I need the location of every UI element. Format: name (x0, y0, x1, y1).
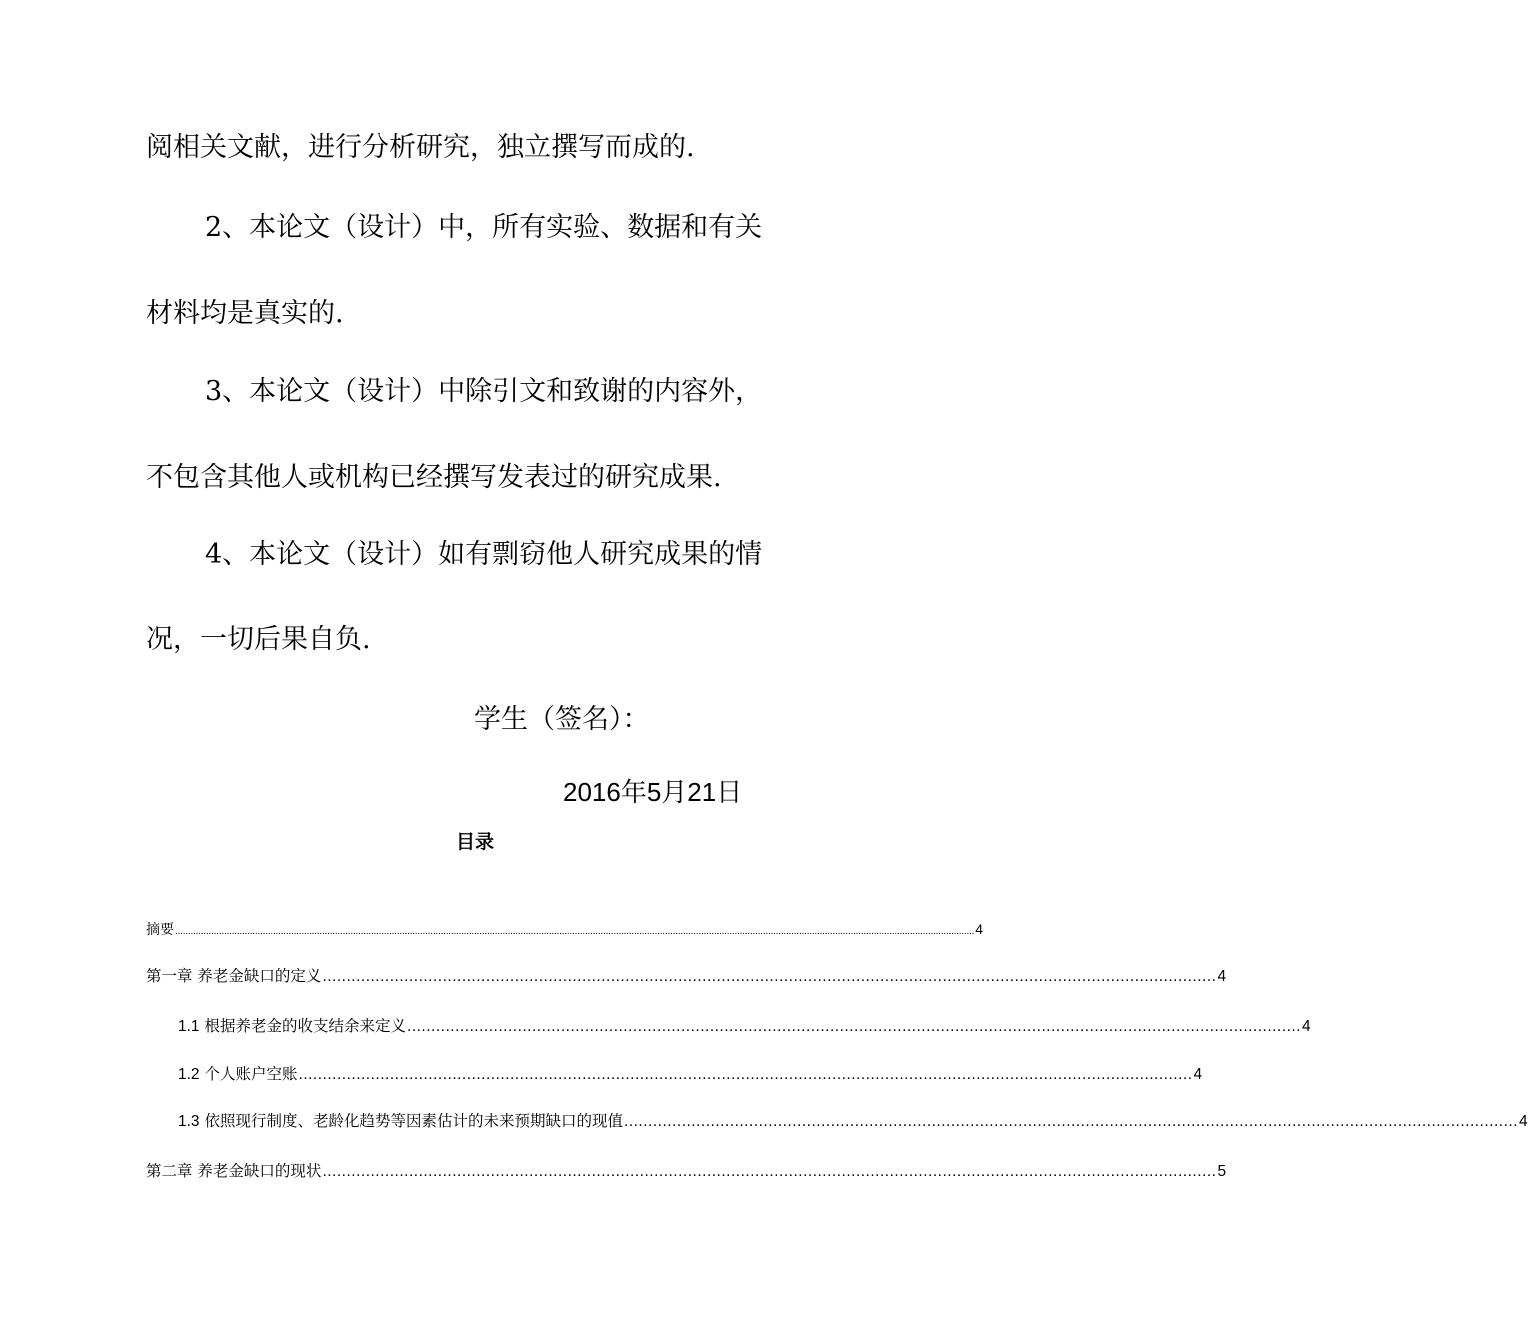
declaration-line: 材料均是真实的. (146, 298, 344, 329)
toc-entry-number: 1.1 (178, 1018, 200, 1035)
toc-title: 目录 (455, 831, 494, 853)
toc-entry-label: 第二章 养老金缺口的现状 (146, 1162, 322, 1180)
toc-entry-page: 4 (975, 921, 984, 937)
toc-leader-dots: .......................................................................................................................................................................................... (407, 1018, 1302, 1035)
toc-entry-1-2[interactable] (178, 1063, 1203, 1086)
toc-entry-chapter-2[interactable] (146, 1160, 1227, 1183)
toc-leader-dots: .......................................................................................................................................................................................... (298, 1066, 1193, 1083)
toc-entry-1-3[interactable] (178, 1110, 1528, 1133)
declaration-item-3: 3、本论文（设计）中除引文和致谢的内容外， (205, 376, 763, 407)
toc-leader-dots: .......................................................................................................................................................................................... (322, 968, 1217, 985)
declaration-item-2: 2、本论文（设计）中，所有实验、数据和有关 (205, 212, 763, 243)
toc-entry-text: 个人账户空账 (204, 1065, 298, 1083)
toc-entry-text: 依照现行制度、老龄化趋势等因素估计的未来预期缺口的现值 (204, 1112, 624, 1130)
toc-entry-label (178, 1110, 623, 1133)
toc-entry-page: 4 (1302, 1018, 1311, 1035)
toc-leader-dots: .......................................................................................................................................................................................... (624, 1113, 1519, 1130)
toc-entry-page: 5 (1217, 1163, 1227, 1180)
toc-entry-1-1[interactable] (178, 1015, 1311, 1038)
toc-leader-dots: .......................................................................................................................................................................................... (322, 1163, 1217, 1180)
signature-label: 学生（签名）： (474, 704, 650, 735)
toc-entry-number: 1.2 (178, 1066, 200, 1083)
toc-entry-label (178, 1063, 298, 1086)
signature-date: 2016年5月21日 (563, 777, 743, 807)
toc-entry-page: 4 (1519, 1113, 1528, 1130)
toc-entry-abstract[interactable] (146, 918, 984, 943)
toc-entry-label: 第一章 养老金缺口的定义 (146, 967, 322, 985)
toc-entry-page: 4 (1193, 1066, 1203, 1083)
toc-entry-label (178, 1015, 406, 1038)
declaration-line: 况，一切后果自负. (146, 624, 371, 655)
toc-entry-number: 1.3 (178, 1113, 200, 1130)
declaration-item-4: 4、本论文（设计）如有剽窃他人研究成果的情 (205, 539, 763, 570)
declaration-line: 不包含其他人或机构已经撰写发表过的研究成果. (146, 462, 722, 493)
toc-entry-label: 摘要 (146, 922, 174, 938)
declaration-line: 阅相关文献，进行分析研究，独立撰写而成的. (146, 132, 695, 163)
toc-entry-text: 根据养老金的收支结余来定义 (204, 1017, 407, 1035)
toc-entry-page: 4 (1217, 968, 1227, 985)
toc-entry-chapter-1[interactable] (146, 965, 1227, 988)
toc-leader-dots: ...................................................................................................................................................................................................................................................................................................................... (175, 926, 975, 937)
